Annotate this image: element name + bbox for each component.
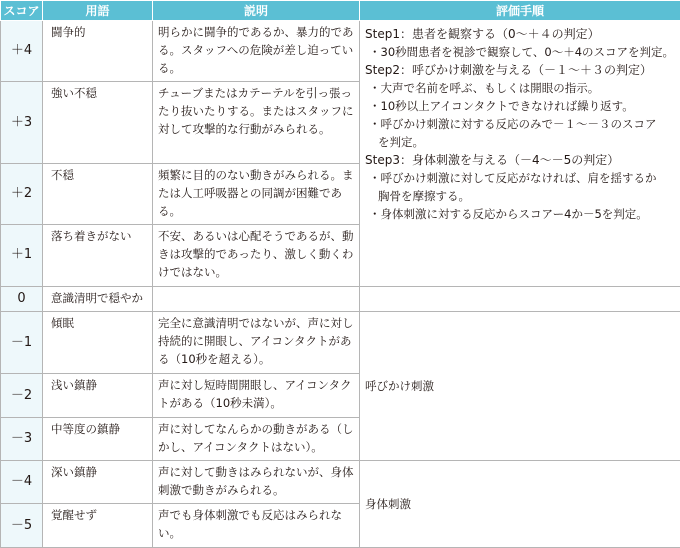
step2-heading: Step2：呼びかけ刺激を与える（－１～＋３の判定） <box>365 63 652 77</box>
term-cell: 覚醒せず <box>43 504 153 548</box>
step3-heading: Step3：身体刺激を与える（－4～－5の判定） <box>365 153 620 167</box>
description-cell: 完全に意識清明ではないが、声に対し持続的に開眼し、アイコンタクトがある（10秒を超える）。 <box>153 312 360 374</box>
score-cell: 0 <box>1 286 43 312</box>
term-cell: 意識清明で穏やか <box>43 286 153 312</box>
description-cell: 声でも身体刺激でも反応はみられない。 <box>153 504 360 548</box>
step2-item: ・10秒以上アイコンタクトできなければ繰り返す。 <box>369 99 634 113</box>
score-cell: －1 <box>1 312 43 374</box>
score-cell: ＋3 <box>1 82 43 164</box>
header-procedure: 評価手順 <box>360 1 680 21</box>
description-cell: 声に対してなんらかの動きがある（しかし、アイコンタクトはない）。 <box>153 418 360 461</box>
term-cell: 闘争的 <box>43 21 153 82</box>
score-cell: ＋4 <box>1 21 43 82</box>
procedure-empty-cell <box>360 286 680 312</box>
score-cell: －4 <box>1 461 43 504</box>
score-cell: ＋2 <box>1 163 43 224</box>
procedure-physical-cell: 身体刺激 <box>360 461 680 548</box>
procedure-verbal-cell: 呼びかけ刺激 <box>360 312 680 461</box>
description-cell <box>153 286 360 312</box>
term-cell: 落ち着きがない <box>43 225 153 286</box>
term-cell: 傾眠 <box>43 312 153 374</box>
step3-item: ・身体刺激に対する反応からスコアー4か－5を判定。 <box>369 207 648 221</box>
description-cell: 声に対して動きはみられないが、身体刺激で動きがみられる。 <box>153 461 360 504</box>
term-cell: 不穏 <box>43 163 153 224</box>
description-cell: チューブまたはカテーテルを引っ張ったり抜いたりする。またはスタッフに対して攻撃的な行動がみられる。 <box>153 82 360 164</box>
step2-item: ・呼びかけ刺激に対する反応のみで－１～－３のスコア <box>369 117 657 131</box>
score-cell: －2 <box>1 374 43 418</box>
header-description: 説明 <box>153 1 360 21</box>
step2-item-continued: を判定。 <box>378 135 424 149</box>
step1-item: ・30秒間患者を視診で観察して、0～＋4のスコアを判定。 <box>369 45 675 59</box>
step3-item-continued: 胸骨を摩擦する。 <box>378 189 470 203</box>
table-row <box>1 312 680 374</box>
score-cell: －5 <box>1 504 43 548</box>
procedure-steps-cell <box>360 21 680 287</box>
score-cell: ＋1 <box>1 225 43 286</box>
step2-item: ・大声で名前を呼ぶ、もしくは開眼の指示。 <box>369 81 600 95</box>
header-score: スコア <box>1 1 43 21</box>
table-row <box>1 461 680 504</box>
description-cell: 明らかに闘争的であるか、暴力的である。スタッフへの危険が差し迫っている。 <box>153 21 360 82</box>
term-cell: 強い不穏 <box>43 82 153 164</box>
step3-item: ・呼びかけ刺激に対して反応がなければ、肩を揺するか <box>369 171 657 185</box>
header-row <box>1 1 680 21</box>
table-row <box>1 21 680 82</box>
score-cell: －3 <box>1 418 43 461</box>
description-cell: 頻繁に目的のない動きがみられる。または人工呼吸器との同調が困難である。 <box>153 163 360 224</box>
table-row <box>1 286 680 312</box>
description-cell: 不安、あるいは心配そうであるが、動きは攻撃的であったり、激しく動くわけではない。 <box>153 225 360 286</box>
term-cell: 浅い鎮静 <box>43 374 153 418</box>
header-term: 用語 <box>43 1 153 21</box>
term-cell: 深い鎮静 <box>43 461 153 504</box>
term-cell: 中等度の鎮静 <box>43 418 153 461</box>
description-cell: 声に対し短時間開眼し、アイコンタクトがある（10秒未満）。 <box>153 374 360 418</box>
step1-heading: Step1：患者を観察する（0～＋４の判定） <box>365 27 600 41</box>
